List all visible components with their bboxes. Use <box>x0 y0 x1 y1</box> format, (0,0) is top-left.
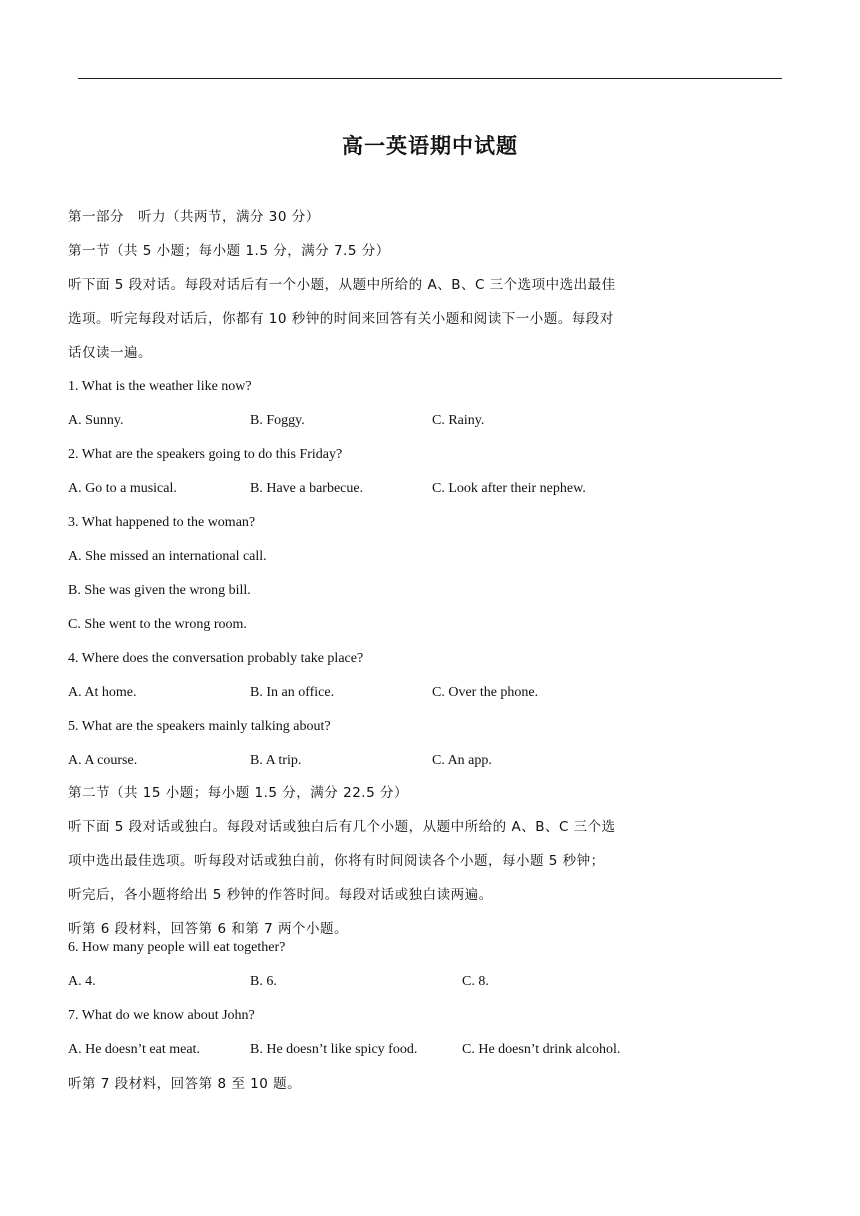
section1-instruction-line: 听下面 5 段对话。每段对话后有一个小题，从题中所给的 A、B、C 三个选项中选出最佳 <box>68 277 616 293</box>
material-7-instruction: 听第 7 段材料，回答第 8 至 10 题。 <box>68 1076 302 1092</box>
question-5-option-a: A. A course. <box>68 753 138 768</box>
question-2-option-c: C. Look after their nephew. <box>432 481 586 496</box>
section1-heading: 第一节（共 5 小题；每小题 1.5 分，满分 7.5 分） <box>68 243 390 259</box>
question-4-option-c: C. Over the phone. <box>432 685 539 700</box>
section2-instruction-line: 听完后，各小题将给出 5 秒钟的作答时间。每段对话或独白读两遍。 <box>68 887 493 903</box>
question-7-option-c: C. He doesn’t drink alcohol. <box>462 1042 621 1057</box>
question-3-option-a: A. She missed an international call. <box>68 549 267 564</box>
question-1-option-b: B. Foggy. <box>250 413 305 428</box>
question-6-option-c: C. 8. <box>462 974 489 989</box>
section2-heading: 第二节（共 15 小题；每小题 1.5 分，满分 22.5 分） <box>68 785 408 801</box>
question-6: 6. How many people will eat together? <box>68 940 286 955</box>
question-6-option-b: B. 6. <box>250 974 277 989</box>
header-rule <box>78 78 782 79</box>
question-4-option-a: A. At home. <box>68 685 137 700</box>
question-1: 1. What is the weather like now? <box>68 379 252 394</box>
section2-instruction-line: 项中选出最佳选项。听每段对话或独白前，你将有时间阅读各个小题，每小题 5 秒钟； <box>68 853 605 869</box>
question-3: 3. What happened to the woman? <box>68 515 256 530</box>
question-2-option-a: A. Go to a musical. <box>68 481 177 496</box>
material-6-instruction: 听第 6 段材料，回答第 6 和第 7 两个小题。 <box>68 921 349 937</box>
question-2-option-b: B. Have a barbecue. <box>250 481 364 496</box>
question-4: 4. Where does the conversation probably take place? <box>68 651 364 666</box>
section1-instruction-line: 话仅读一遍。 <box>68 345 152 361</box>
question-5-option-c: C. An app. <box>432 753 492 768</box>
question-6-option-a: A. 4. <box>68 974 96 989</box>
question-3-option-c: C. She went to the wrong room. <box>68 617 247 632</box>
question-7-option-a: A. He doesn’t eat meat. <box>68 1042 200 1057</box>
section1-instruction-line: 选项。听完每段对话后，你都有 10 秒钟的时间来回答有关小题和阅读下一小题。每段对 <box>68 311 614 327</box>
part1-heading: 第一部分 听力（共两节，满分 30 分） <box>68 209 320 225</box>
question-7: 7. What do we know about John? <box>68 1008 255 1023</box>
question-7-option-b: B. He doesn’t like spicy food. <box>250 1042 418 1057</box>
page-title: 高一英语期中试题 <box>342 134 518 158</box>
question-5-option-b: B. A trip. <box>250 753 302 768</box>
section2-instruction-line: 听下面 5 段对话或独白。每段对话或独白后有几个小题，从题中所给的 A、B、C 三个选 <box>68 819 616 835</box>
question-1-option-c: C. Rainy. <box>432 413 485 428</box>
question-1-option-a: A. Sunny. <box>68 413 124 428</box>
question-4-option-b: B. In an office. <box>250 685 335 700</box>
question-5: 5. What are the speakers mainly talking about? <box>68 719 331 734</box>
question-2: 2. What are the speakers going to do this Friday? <box>68 447 343 462</box>
question-3-option-b: B. She was given the wrong bill. <box>68 583 251 598</box>
